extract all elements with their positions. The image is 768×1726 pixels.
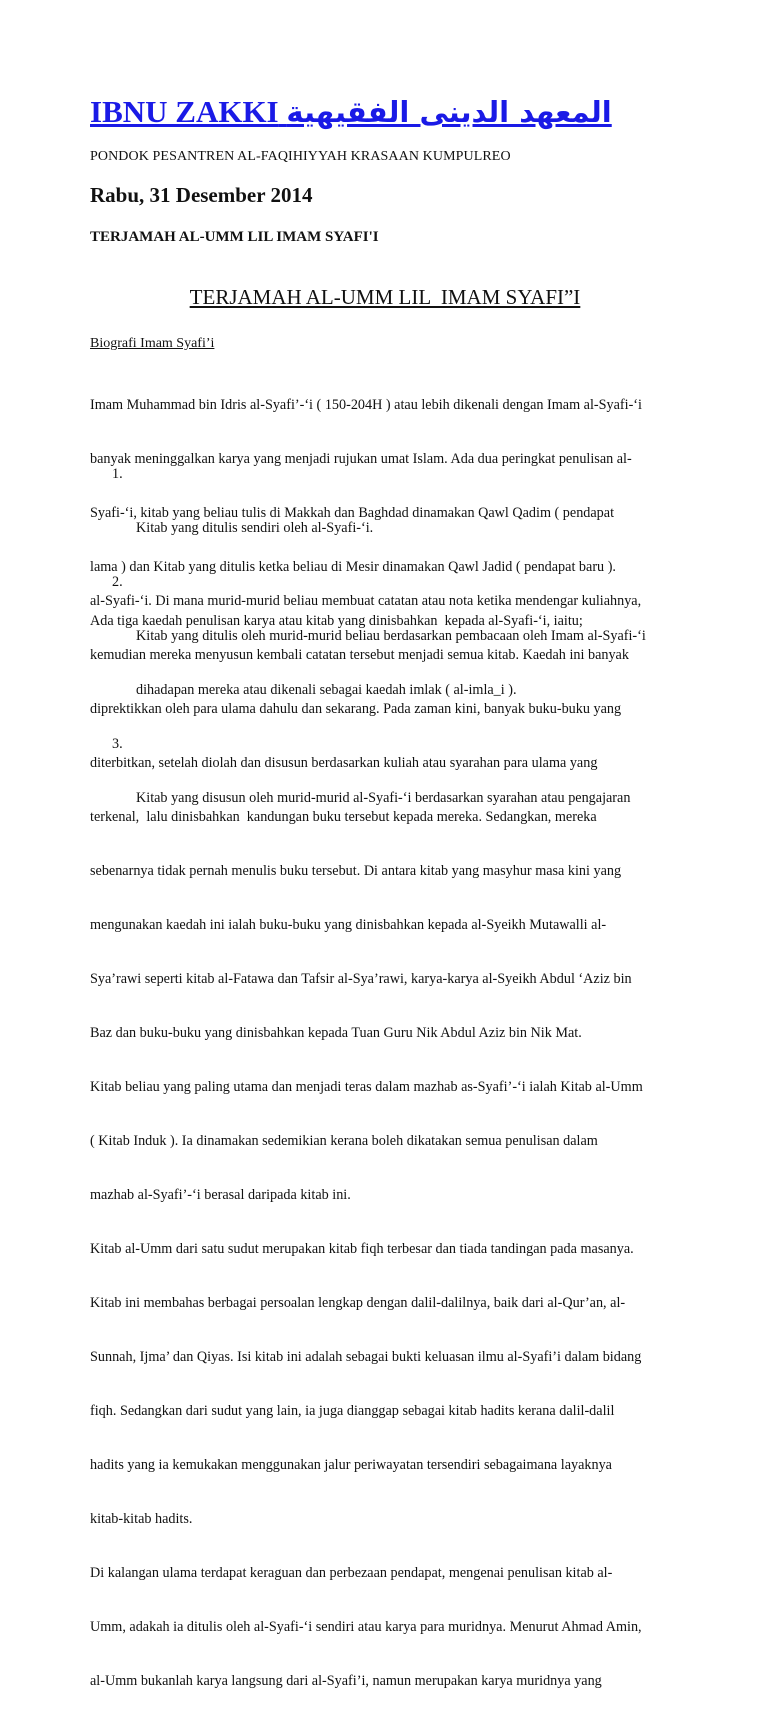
blog-title-arabic: المعهد الدينى الفقيهية xyxy=(286,95,612,129)
text-line: Kitab yang ditulis oleh murid-murid beliau berdasarkan pembacaan oleh Imam al-Syafi-‘i xyxy=(136,628,646,644)
text-line: Syafi-‘i, kitab yang beliau tulis di Makkah dan Baghdad dinamakan Qawl Qadim ( pendapat xyxy=(90,505,615,521)
text-line: kemudian mereka menyusun kembali catatan tersebut menjadi semua kitab. Kaedah ini banyak xyxy=(90,647,629,663)
text-line: Sya’rawi seperti kitab al-Fatawa dan Tafsir al-Sya’rawi, karya-karya al-Syeikh Abdul ‘Aziz bin xyxy=(90,971,632,987)
blog-title-link[interactable] xyxy=(90,94,612,130)
text-line: Kitab yang disusun oleh murid-murid al-Syafi-‘i berdasarkan syarahan atau pengajaran xyxy=(136,790,631,806)
text-line: banyak meninggalkan karya yang menjadi rujukan umat Islam. Ada dua peringkat penulisan al- xyxy=(90,451,632,467)
text-line: al-Syafi-‘i. Di mana murid-murid beliau membuat catatan atau nota ketika mendengar kuliahnya, xyxy=(90,593,642,609)
post-date: Rabu, 31 Desember 2014 xyxy=(90,183,313,207)
text-line: Kitab ini membahas berbagai persoalan lengkap dengan dalil-dalilnya, baik dari al-Qur’an, al- xyxy=(90,1295,626,1311)
text-line: ( Kitab Induk ). Ia dinamakan sedemikian kerana boleh dikatakan semua penulisan dalam xyxy=(90,1133,598,1149)
blog-description: PONDOK PESANTREN AL-FAQIHIYYAH KRASAAN KUMPULREO xyxy=(90,149,511,164)
text-line: Imam Muhammad bin Idris al-Syafi’-‘i ( 150-204H ) atau lebih dikenali dengan Imam al-Syafi-‘i xyxy=(90,397,642,413)
text-line: al-Umm bukanlah karya langsung dari al-Syafi’i, namun merupakan karya muridnya yang xyxy=(90,1673,602,1689)
text-line: Kitab beliau yang paling utama dan menjadi teras dalam mazhab as-Syafi’-‘i ialah Kitab al-Umm xyxy=(90,1079,643,1095)
text-line: sebenarnya tidak pernah menulis buku tersebut. Di antara kitab yang masyhur masa kini yang xyxy=(90,863,622,879)
list-number: 3. xyxy=(112,736,123,752)
list-number: 2. xyxy=(112,574,123,590)
text-line: diterbitkan, setelah diolah dan disusun berdasarkan kuliah atau syarahan para ulama yang xyxy=(90,755,598,771)
text-line: kitab-kitab hadits. xyxy=(90,1511,193,1527)
text-line: mengunakan kaedah ini ialah buku-buku yang dinisbahkan kepada al-Syeikh Mutawalli al- xyxy=(90,917,607,933)
list-number: 1. xyxy=(112,466,123,482)
text-line: mazhab al-Syafi’-‘i berasal daripada kitab ini. xyxy=(90,1187,351,1203)
text-line: Di kalangan ulama terdapat keraguan dan perbezaan pendapat, mengenai penulisan kitab al- xyxy=(90,1565,613,1581)
text-line: Baz dan buku-buku yang dinisbahkan kepada Tuan Guru Nik Abdul Aziz bin Nik Mat. xyxy=(90,1025,582,1041)
article-heading: TERJAMAH AL-UMM LIL IMAM SYAFI”I xyxy=(189,285,581,309)
text-line: lama ) dan Kitab yang ditulis ketka beliau di Mesir dinamakan Qawl Jadid ( pendapat baru ). xyxy=(90,559,616,575)
text-line: hadits yang ia kemukakan menggunakan jalur periwayatan tersendiri sebagaimana layaknya xyxy=(90,1457,612,1473)
text-line: Sunnah, Ijma’ dan Qiyas. Isi kitab ini adalah sebagai bukti keluasan ilmu al-Syafi’i dalam bidang xyxy=(90,1349,642,1365)
text-line: Umm, adakah ia ditulis oleh al-Syafi-‘i sendiri atau karya para muridnya. Menurut Ahmad Amin, xyxy=(90,1619,642,1635)
paragraph-body xyxy=(90,556,690,1726)
blog-title-latin: IBNU ZAKKI xyxy=(90,94,279,129)
text-line: Ada tiga kaedah penulisan karya atau kitab yang dinisbahkan kepada al-Syafi-‘i, iaitu; xyxy=(90,613,583,629)
text-line: terkenal, lalu dinisbahkan kandungan buku tersebut kepada mereka. Sedangkan, mereka xyxy=(90,809,597,825)
article-subheading: Biografi Imam Syafi’i xyxy=(90,336,215,351)
text-line: Kitab yang ditulis sendiri oleh al-Syafi-‘i. xyxy=(136,520,374,536)
text-line: diprektikkan oleh para ulama dahulu dan sekarang. Pada zaman kini, banyak buku-buku yang xyxy=(90,701,622,717)
text-line: dihadapan mereka atau dikenali sebagai kaedah imlak ( al-imla_i ). xyxy=(136,682,517,698)
text-line: fiqh. Sedangkan dari sudut yang lain, ia juga dianggap sebagai kitab hadits kerana dalil-dalil xyxy=(90,1403,615,1419)
post-title: TERJAMAH AL-UMM LIL IMAM SYAFI'I xyxy=(90,229,379,245)
text-line: Kitab al-Umm dari satu sudut merupakan kitab fiqh terbesar dan tiada tandingan pada masanya. xyxy=(90,1241,634,1257)
